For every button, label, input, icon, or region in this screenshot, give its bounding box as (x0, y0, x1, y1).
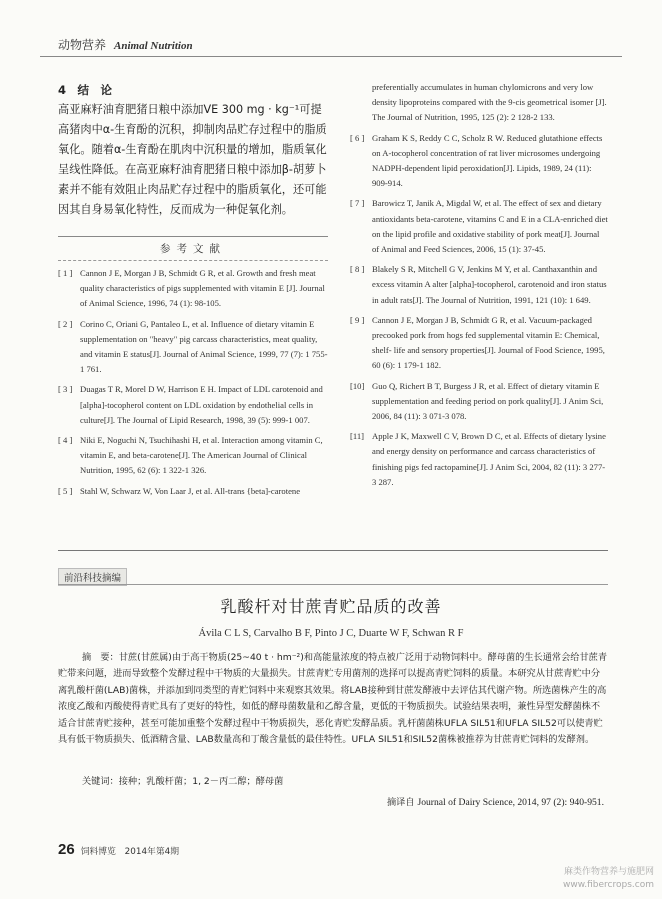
reference-item (58, 317, 328, 378)
reference-number: [ 1 ] (58, 268, 73, 278)
conclusion-heading: 4 结 论 (58, 83, 113, 97)
source-prefix: 摘译自 (387, 797, 415, 808)
reference-text: Cannon J E, Morgan J B, Schmidt G R, et al. Growth and fresh meat quality characteristics of pigs supplemented with vitamin E [J]. Journal of Animal Science, 1996, 74 (1): 98-105. (80, 268, 325, 309)
running-header (58, 36, 193, 53)
reference-item (350, 196, 608, 257)
header-cn: 动物营养 (58, 38, 107, 52)
references-list-right (350, 131, 608, 490)
footer-journal: 饲料博览 2014年第4期 (80, 847, 180, 857)
reference-item (58, 484, 328, 499)
header-en: Animal Nutrition (114, 40, 193, 52)
references-list-left (58, 266, 328, 499)
reference-item (350, 131, 608, 192)
reference-text: Niki E, Noguchi N, Tsuchihashi H, et al. Interaction among vitamin C, vitamin E, and beta-carotene[J]. The American Journal of Clinical Nutrition, 1995, 62 (6): 1 322-1 326. (80, 435, 323, 476)
watermark (563, 866, 654, 892)
reference-text: Blakely S R, Mitchell G V, Jenkins M Y, et al. Canthaxanthin and excess vitamin A alter [alpha]-tocopherol, carotenoid and iron status in adult rats[J]. The Journal of Nutrition, 1991, 121 (10): 1 649. (372, 264, 607, 305)
watermark-line2: www.fibercrops.com (563, 880, 654, 890)
reference-item (58, 433, 328, 479)
source-journal: Journal of Dairy Science, 2014, 97 (2): 940-951. (417, 797, 604, 808)
references-heading-box (58, 236, 328, 262)
section-tag: 前沿科技摘编 (58, 568, 127, 586)
references-heading: 参考文献 (160, 243, 226, 255)
reference-text: Cannon J E, Morgan J B, Schmidt G R, et al. Vacuum-packaged precooked pork from hogs fed supplemental vitamin E: Chemical, shelf- life and sensory properties[J]. Journal of Food Science, 1995, 60 (6): 1 179-1 182. (372, 314, 605, 371)
right-column (350, 80, 608, 495)
page-number: 26 (58, 841, 75, 858)
reference-item (350, 262, 608, 308)
reference-text: Graham K S, Reddy C C, Scholz R W. Reduced glutathione effects on A-tocopherol concentration of rat liver microsomes undergoing NADPH-dependent lipid peroxidation[J]. Lipids, 1989, 24 (11): 909-914. (372, 132, 603, 189)
references-rule-bottom (58, 260, 328, 261)
reference-item (58, 266, 328, 312)
article-authors: Ávila C L S, Carvalho B F, Pinto J C, Duarte W F, Schwan R F (198, 628, 464, 639)
page-footer (58, 841, 179, 858)
reference-item (58, 382, 328, 428)
reference-number: [11] (350, 431, 364, 442)
columns-bottom-rule (58, 550, 608, 551)
header-rule (40, 56, 622, 57)
references-rule-top (58, 236, 328, 237)
reference-number: [ 2 ] (58, 318, 73, 329)
reference-continuation (350, 80, 608, 126)
reference-number: [ 7 ] (350, 198, 365, 209)
article-keywords: 关键词：接种；乳酸杆菌；1, 2－丙二醇；酵母菌 (82, 776, 284, 787)
reference-text: Stahl W, Schwarz W, Von Laar J, et al. All-trans {beta]-carotene (80, 485, 301, 496)
reference-number: [ 8 ] (350, 264, 365, 275)
reference-text: Duagas T R, Morel D W, Harrison E H. Impact of LDL carotenoid and [alpha]-tocopherol content on LDL oxidation by endothelial cells in culture[J]. The Journal of Lipid Research, 1998, 39 (5): 999-1 007. (80, 384, 323, 425)
reference-item (350, 313, 608, 374)
reference-number: [ 4 ] (58, 435, 73, 446)
reference-item (350, 429, 608, 490)
reference-item (350, 379, 608, 425)
reference-5-continued: preferentially accumulates in human chylomicrons and very low density lipoproteins compared with the 9-cis geometrical isomer [J]. The Journal of Nutrition, 1995, 125 (2): 2 128-2 133. (372, 82, 607, 123)
conclusion-body: 高亚麻籽油育肥猪日粮中添加VE 300 mg · kg⁻¹可提高猪肉中α-生育酚的沉积，抑制肉品贮存过程中的脂质氧化。随着α-生育酚在肌肉中沉积量的增加，脂质氧化呈线性降低。在高亚麻籽油育肥猪日粮中添加β-胡萝卜素并不能有效阻止肉品贮存过程中的脂质氧化，还可能因其自身易氧化特性，反而成为一种促氧化剂。 (58, 103, 327, 216)
reference-text: Corino C, Oriani G, Pantaleo L, et al. Influence of dietary vitamin E supplementation on "heavy" pig carcass characteristics, meat quality, and vitamin E status[J]. Journal of Animal Science, 1999, 77 (7): 1 755-1 761. (80, 318, 328, 375)
article-abstract: 摘 要：甘蔗(甘蔗属)由于高干物质(25~40 t · hm⁻²)和高能量浓度的特点被广泛用于动物饲料中。酵母菌的生长通常会给甘蔗青贮带来问题，进而导致整个发酵过程中干物质的大量损失。甘蔗青贮专用菌剂的选择可以提高青贮饲料的质量。本研究从甘蔗青贮中分离乳酸杆菌(LAB)菌株，并添加到同类型的青贮饲料中来观察其效果。将LAB接种到甘蔗发酵液中去评估其代谢产物。所选菌株产生的高浓度乙酸和丙酸使得青贮具有了更好的特性，如低的酵母菌数量和乙醇含量，更低的干物质损失。试验结果表明，兼性异型发酵菌株不适合甘蔗青贮接种，甚至可能加重整个发酵过程中干物质损失，恶化青贮发酵品质。乳杆菌菌株UFLA SIL51和UFLA SIL52可以使青贮具有低干物质损失、低酒精含量、LAB数量高和丁酸含量低的最佳特性。UFLA SIL51和SIL52菌株被推荐为甘蔗青贮饲料的发酵剂。 (58, 652, 608, 746)
section-tag-rule (58, 584, 608, 585)
reference-number: [ 9 ] (350, 314, 365, 325)
article-source (387, 794, 604, 808)
reference-text: Apple J K, Maxwell C V, Brown D C, et al. Effects of dietary lysine and energy density on performance and carcass characteristics of finishing pigs fed ractopamine[J]. J Anim Sci, 2004, 82 (11): 3 277-3 287. (372, 431, 606, 487)
reference-number: [10] (350, 380, 365, 391)
watermark-line1: 麻类作物营养与施肥网 (563, 867, 654, 877)
article-title: 乳酸杆对甘蔗青贮品质的改善 (220, 597, 442, 616)
reference-text: Barowicz T, Janik A, Migdal W, et al. The effect of sex and dietary antioxidants beta-carotene, vitamins C and E in a CLA-enriched diet on the lipid profile and oxidative stability of pork meat[J]. Journal of Animal and Feed Sciences, 2006, 15 (1): 37-45. (372, 198, 608, 255)
reference-number: [ 3 ] (58, 384, 73, 395)
reference-text: Guo Q, Richert B T, Burgess J R, et al. Effect of dietary vitamin E supplementation and feeding period on pork quality[J]. J Anim Sci, 2006, 84 (11): 3 071-3 078. (372, 380, 604, 422)
reference-number: [ 5 ] (58, 485, 73, 496)
left-column (58, 82, 328, 504)
reference-number: [ 6 ] (350, 132, 365, 143)
